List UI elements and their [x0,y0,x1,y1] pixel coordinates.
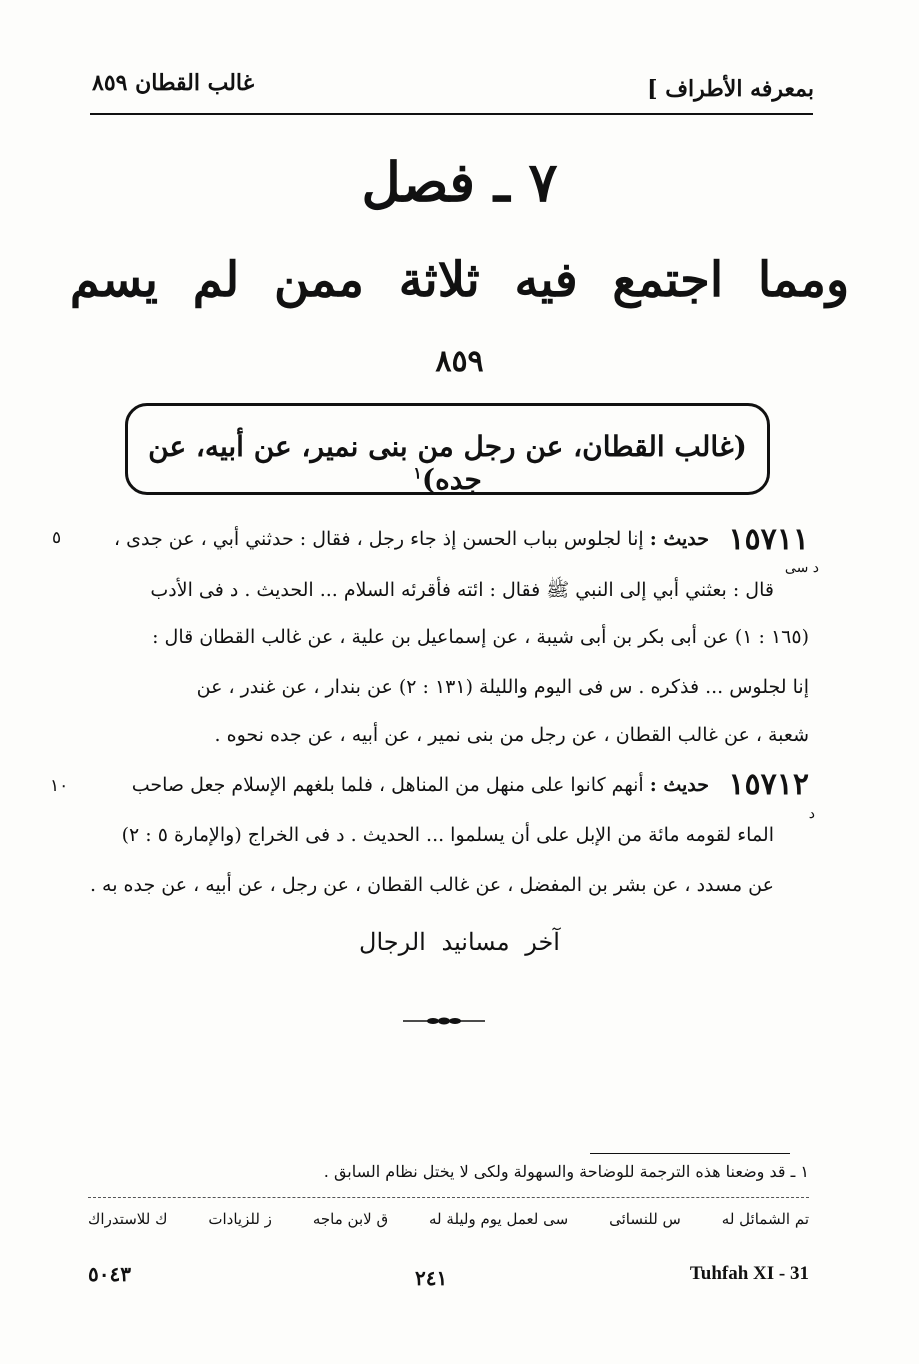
closing-line: آخر مسانيد الرجال [359,928,560,956]
hadith-label: حديث : [649,528,709,550]
legend-item: س للنسائى [609,1210,681,1228]
legend-rule [88,1197,809,1198]
hadith-number: ١٥٧١١ [728,522,809,557]
margin-sigla: د [808,806,815,822]
hadith-line: شعبة ، عن غالب القطان ، عن رجل من بنى نمير ، عن أبيه ، عن جده نحوه . [214,724,809,746]
footnote: ١ ـ قد وضعنا هذه الترجمة للوضاحة والسهولة ولكى لا يختل نظام السابق . [323,1162,809,1181]
running-header-left: غالب القطان ٨٥٩ [92,70,255,96]
margin-line-number: ٥ [52,528,62,548]
hadith-line: الماء لقومه مائة من الإبل على أن يسلموا ... الحديث . د فى الخراج (والإمارة ٥ : ٢) [121,824,774,846]
legend-item: سى لعمل يوم وليلة له [429,1210,569,1228]
hadith-text: أنهم كانوا على منهل من المناهل ، فلما بلغهم الإسلام جعل صاحب [131,774,644,796]
legend-item: ق لابن ماجه [312,1210,389,1228]
hadith-line: إنا لجلوس ... فذكره . س فى اليوم والليلة (١٣١ : ٢) عن بندار ، عن غندر ، عن [196,676,809,698]
chapter-heading-text: (غالب القطان، عن رجل من بنى نمير، عن أبيه، عن جده) [148,430,747,496]
page-number: ٢٤١ [415,1266,448,1290]
footnote-marker: ١ [413,463,422,483]
legend-item: ك للاستدراك [88,1210,168,1228]
sigla-legend [88,1210,809,1240]
section-title: ٧ ـ فصل [361,150,558,214]
margin-sigla: د سى [784,560,819,576]
chapter-heading-box [125,403,770,495]
legend-item: تم الشمائل له [721,1210,809,1228]
header-rule [90,113,813,115]
hadith-label: حديث : [649,774,709,796]
hadith-line [114,528,709,550]
volume-label: Tuhfah XI - 31 [689,1263,809,1284]
hadith-line: قال : بعثني أبي إلى النبي ﷺ فقال : ائته فأقرئه السلام ... الحديث . د فى الأدب [150,579,774,601]
footnote-rule [590,1153,790,1154]
hadith-number: ١٥٧١٢ [728,767,809,802]
hadith-line [132,774,709,796]
footer-code: ٥٠٤٣ [88,1262,131,1286]
divider-ornament-icon [403,1015,485,1027]
section-number: ٨٥٩ [435,344,484,379]
margin-line-number: ١٠ [50,776,69,796]
hadith-line: (١٦٥ : ١) عن أبى بكر بن أبى شيبة ، عن إسماعيل بن علية ، عن غالب القطان قال : [152,626,809,648]
section-subtitle: ومما اجتمع فيه ثلاثة ممن لم يسم [69,252,850,308]
hadith-text: إنا لجلوس بباب الحسن إذ جاء رجل ، فقال : حدثني أبي ، عن جدى ، [113,528,644,550]
hadith-line: عن مسدد ، عن بشر بن المفضل ، عن غالب القطان ، عن رجل ، عن أبيه ، عن جده به . [89,874,774,896]
legend-item: ز للزيادات [208,1210,272,1228]
running-header-right: بمعرفه الأطراف ] [647,76,814,102]
chapter-heading [128,430,767,496]
